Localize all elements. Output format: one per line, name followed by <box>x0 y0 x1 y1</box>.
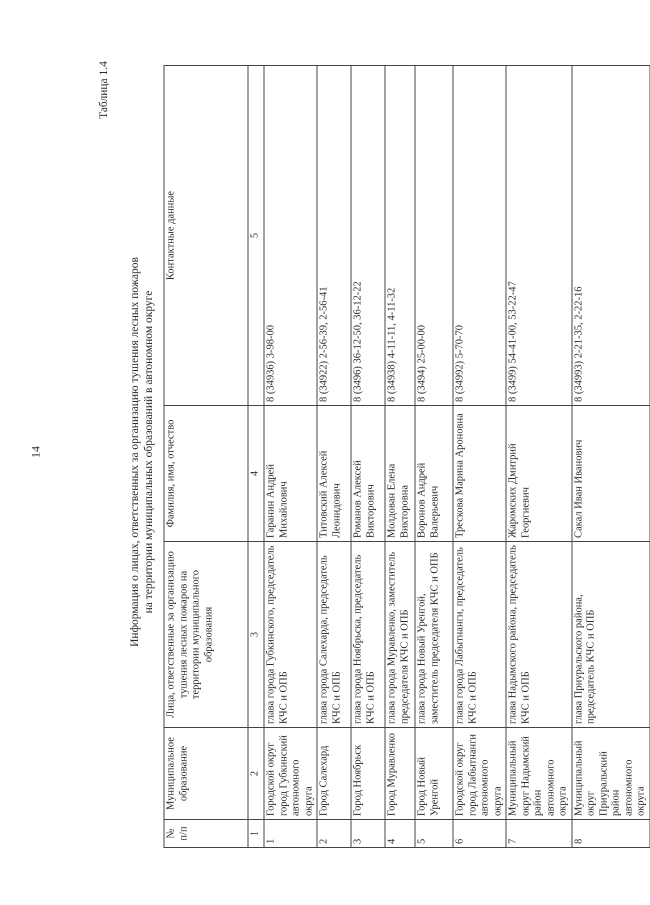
column-number-row <box>248 66 264 848</box>
table-row <box>351 66 385 848</box>
header-full-name: Фамилия, имя, отчество <box>164 406 248 542</box>
header-responsible: Лица, ответственные за организацию тушения лесных пожаров на территории муниципального образования <box>164 542 248 728</box>
row-number: 4 <box>385 820 415 848</box>
responsible-cell: глава Приуральского района, председатель КЧС и ОПБ <box>572 542 650 728</box>
row-number: 3 <box>351 820 385 848</box>
responsible-cell: глава города Лабытнанги, председатель КЧС и ОПБ <box>453 542 506 728</box>
full-name-cell: Гаранин Андрей Михайлович <box>264 406 317 542</box>
table-row <box>385 66 415 848</box>
table-row <box>506 66 572 848</box>
table-container <box>164 66 647 848</box>
header-municipality: Муниципальное образование <box>164 728 248 820</box>
contact-cell: 8 (34938) 4-11-11, 4-11-32 <box>385 66 415 406</box>
contact-cell: 8 (34992) 5-70-70 <box>453 66 506 406</box>
page-number: 14 <box>28 446 43 458</box>
municipality-cell: Город Салехард <box>317 728 351 820</box>
contact-cell: 8 (34993) 2-21-35, 2-22-16 <box>572 66 650 406</box>
full-name-cell: Романов Алексей Викторович <box>351 406 385 542</box>
table-caption <box>128 142 156 762</box>
municipality-cell: Город Новый Уренгой <box>415 728 453 820</box>
contact-cell: 8 (34922) 2-56-39, 2-56-41 <box>317 66 351 406</box>
row-number: 1 <box>264 820 317 848</box>
municipality-cell: Муниципальный округ Надымский район автономного округа <box>506 728 572 820</box>
caption-line-1: Информация о лицах, ответственных за организацию тушения лесных пожаров <box>129 257 141 647</box>
row-number: 2 <box>317 820 351 848</box>
column-number: 3 <box>248 542 264 728</box>
municipality-cell: Муниципальный округ Приуральский район автономного округа <box>572 728 650 820</box>
column-number: 4 <box>248 406 264 542</box>
responsible-cell: глава города Салехарда, председатель КЧС и ОПБ <box>317 542 351 728</box>
municipality-cell: Город Ноябрьск <box>351 728 385 820</box>
header-contacts: Контактные данные <box>164 66 248 406</box>
full-name-cell: Воронов Андрей Валерьевич <box>415 406 453 542</box>
table-row <box>317 66 351 848</box>
row-number: 7 <box>506 820 572 848</box>
municipality-cell: Городской округ город Лабытнанги автономного округа <box>453 728 506 820</box>
responsible-persons-table <box>164 65 650 848</box>
caption-line-2: на территории муниципальных образований в автономном округе <box>143 290 155 614</box>
table-header-row <box>164 66 248 848</box>
column-number: 1 <box>248 820 264 848</box>
responsible-cell: глава города Ноябрьска, председатель КЧС и ОПБ <box>351 542 385 728</box>
row-number: 6 <box>453 820 506 848</box>
full-name-cell: Сакал Иван Иванович <box>572 406 650 542</box>
contact-cell: 8 (3494) 25-00-00 <box>415 66 453 406</box>
contact-cell: 8 (34936) 3-98-00 <box>264 66 317 406</box>
row-number: 8 <box>572 820 650 848</box>
column-number: 2 <box>248 728 264 820</box>
responsible-cell: глава города Новый Уренгой, заместитель председателя КЧС и ОПБ <box>415 542 453 728</box>
municipality-cell: Город Муравленко <box>385 728 415 820</box>
responsible-cell: глава города Губкинского, председатель КЧС и ОПБ <box>264 542 317 728</box>
row-number: 5 <box>415 820 453 848</box>
municipality-cell: Городской округ город Губкинский автономного округа <box>264 728 317 820</box>
responsible-cell: глава города Муравленко, заместитель председателя КЧС и ОПБ <box>385 542 415 728</box>
full-name-cell: Трескова Марина Ароновна <box>453 406 506 542</box>
header-number: № п/п <box>164 820 248 848</box>
table-row <box>453 66 506 848</box>
contact-cell: 8 (3499) 54-41-00, 53-22-47 <box>506 66 572 406</box>
table-row <box>415 66 453 848</box>
full-name-cell: Жаромских Дмитрий Георгиевич <box>506 406 572 542</box>
contact-cell: 8 (3496) 36-12-50, 36-12-22 <box>351 66 385 406</box>
table-row <box>264 66 317 848</box>
full-name-cell: Молдован Елена Викторовна <box>385 406 415 542</box>
responsible-cell: глава Надымского района, председатель КЧС и ОПБ <box>506 542 572 728</box>
table-label: Таблица 1.4 <box>98 61 110 119</box>
column-number: 5 <box>248 66 264 406</box>
full-name-cell: Титовский Алексей Леонидович <box>317 406 351 542</box>
table-row <box>572 66 650 848</box>
